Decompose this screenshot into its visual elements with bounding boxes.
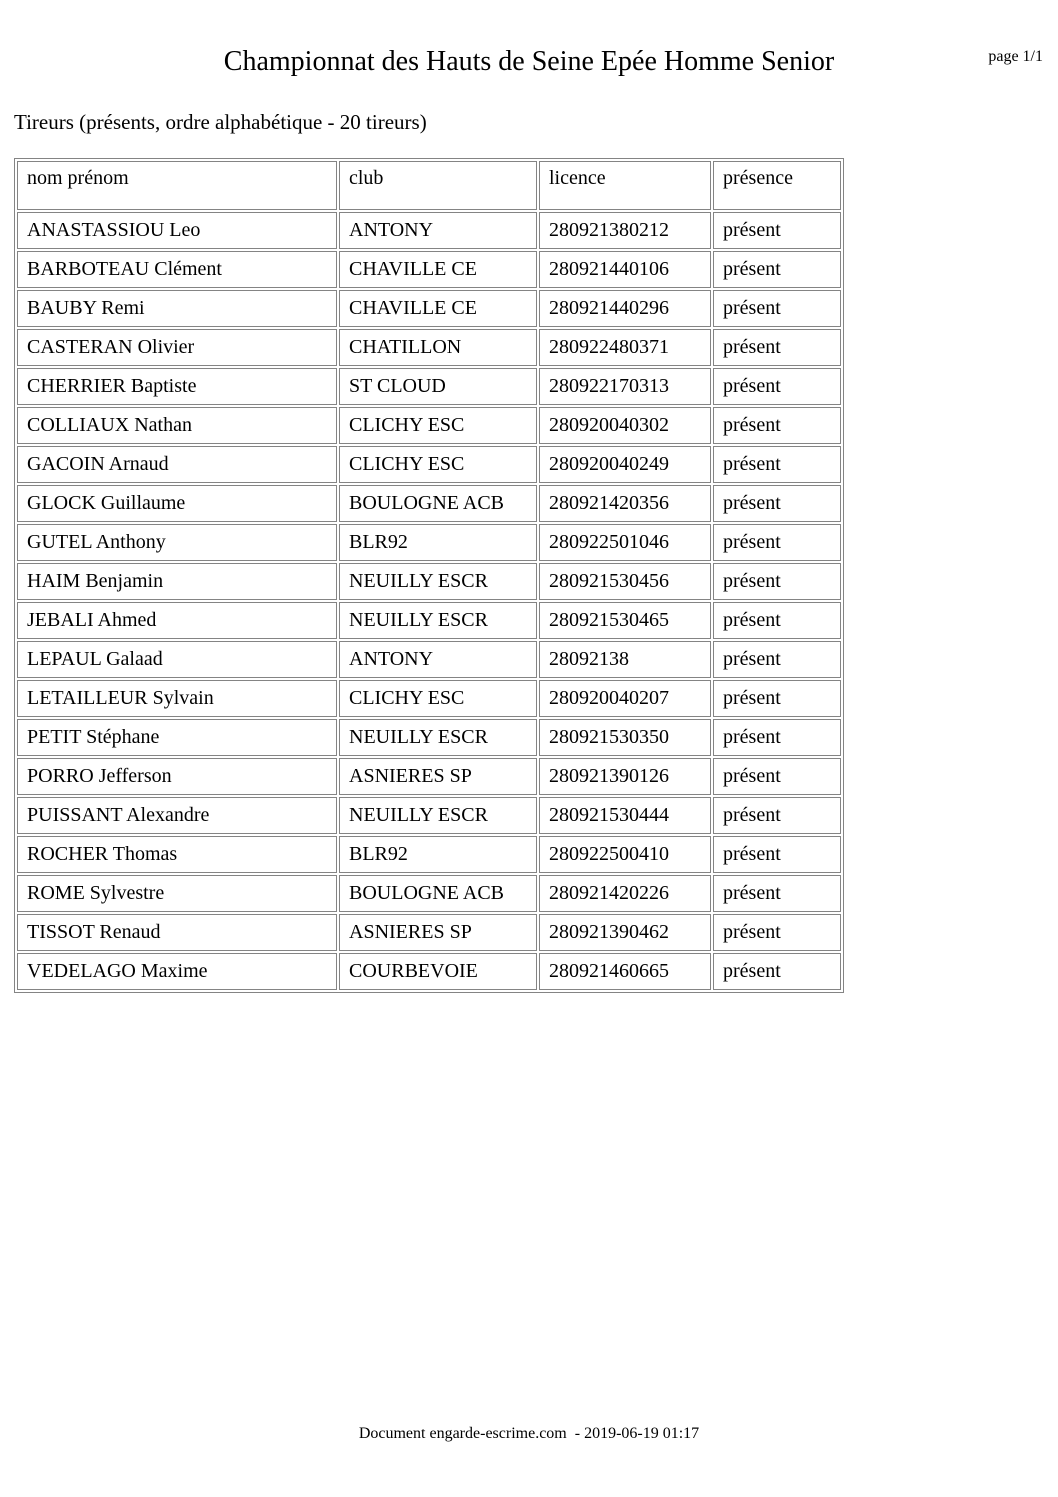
fencer-name-cell: HAIM Benjamin bbox=[17, 563, 337, 600]
club-cell: ASNIERES SP bbox=[339, 914, 537, 951]
licence-cell: 280921390462 bbox=[539, 914, 711, 951]
presence-cell: présent bbox=[713, 368, 841, 405]
licence-cell: 280921530456 bbox=[539, 563, 711, 600]
club-cell: CLICHY ESC bbox=[339, 407, 537, 444]
fencer-name-cell: CASTERAN Olivier bbox=[17, 329, 337, 366]
fencer-name-cell: JEBALI Ahmed bbox=[17, 602, 337, 639]
presence-cell: présent bbox=[713, 641, 841, 678]
licence-cell: 280921380212 bbox=[539, 212, 711, 249]
licence-cell: 28092138 bbox=[539, 641, 711, 678]
column-header-presence: présence bbox=[713, 161, 841, 210]
club-cell: ANTONY bbox=[339, 641, 537, 678]
fencer-name-cell: CHERRIER Baptiste bbox=[17, 368, 337, 405]
fencer-name-cell: LETAILLEUR Sylvain bbox=[17, 680, 337, 717]
licence-cell: 280921530350 bbox=[539, 719, 711, 756]
fencer-name-cell: BAUBY Remi bbox=[17, 290, 337, 327]
header-row bbox=[17, 161, 841, 210]
fencer-name-cell: ANASTASSIOU Leo bbox=[17, 212, 337, 249]
presence-cell: présent bbox=[713, 914, 841, 951]
table-row bbox=[17, 563, 841, 600]
column-header-name: nom prénom bbox=[17, 161, 337, 210]
club-cell: ANTONY bbox=[339, 212, 537, 249]
column-header-club: club bbox=[339, 161, 537, 210]
table-row bbox=[17, 836, 841, 873]
presence-cell: présent bbox=[713, 329, 841, 366]
presence-cell: présent bbox=[713, 251, 841, 288]
licence-cell: 280920040207 bbox=[539, 680, 711, 717]
table-row bbox=[17, 875, 841, 912]
presence-cell: présent bbox=[713, 953, 841, 990]
licence-cell: 280922501046 bbox=[539, 524, 711, 561]
table-row bbox=[17, 797, 841, 834]
club-cell: NEUILLY ESCR bbox=[339, 563, 537, 600]
club-cell: ST CLOUD bbox=[339, 368, 537, 405]
presence-cell: présent bbox=[713, 524, 841, 561]
document-header bbox=[0, 0, 1058, 78]
presence-cell: présent bbox=[713, 407, 841, 444]
fencer-name-cell: GUTEL Anthony bbox=[17, 524, 337, 561]
licence-cell: 280921460665 bbox=[539, 953, 711, 990]
licence-cell: 280921390126 bbox=[539, 758, 711, 795]
page-number-indicator: page 1/1 bbox=[988, 48, 1043, 65]
presence-cell: présent bbox=[713, 719, 841, 756]
table-row bbox=[17, 758, 841, 795]
table-row bbox=[17, 719, 841, 756]
fencers-table-body bbox=[17, 212, 841, 990]
table-row bbox=[17, 251, 841, 288]
table-row bbox=[17, 329, 841, 366]
club-cell: CHATILLON bbox=[339, 329, 537, 366]
club-cell: NEUILLY ESCR bbox=[339, 797, 537, 834]
fencer-name-cell: PORRO Jefferson bbox=[17, 758, 337, 795]
fencers-table-header bbox=[17, 161, 841, 210]
presence-cell: présent bbox=[713, 212, 841, 249]
fencer-name-cell: COLLIAUX Nathan bbox=[17, 407, 337, 444]
fencer-name-cell: PUISSANT Alexandre bbox=[17, 797, 337, 834]
presence-cell: présent bbox=[713, 758, 841, 795]
table-row bbox=[17, 914, 841, 951]
club-cell: NEUILLY ESCR bbox=[339, 719, 537, 756]
licence-cell: 280921530465 bbox=[539, 602, 711, 639]
presence-cell: présent bbox=[713, 836, 841, 873]
licence-cell: 280920040249 bbox=[539, 446, 711, 483]
fencer-name-cell: VEDELAGO Maxime bbox=[17, 953, 337, 990]
fencers-table bbox=[14, 158, 844, 993]
presence-cell: présent bbox=[713, 602, 841, 639]
licence-cell: 280921530444 bbox=[539, 797, 711, 834]
table-row bbox=[17, 368, 841, 405]
club-cell: CHAVILLE CE bbox=[339, 290, 537, 327]
presence-cell: présent bbox=[713, 797, 841, 834]
club-cell: CLICHY ESC bbox=[339, 680, 537, 717]
licence-cell: 280920040302 bbox=[539, 407, 711, 444]
licence-cell: 280921440296 bbox=[539, 290, 711, 327]
presence-cell: présent bbox=[713, 875, 841, 912]
club-cell: CHAVILLE CE bbox=[339, 251, 537, 288]
club-cell: BLR92 bbox=[339, 836, 537, 873]
document-footer: Document engarde-escrime.com - 2019-06-19 01:17 bbox=[358, 1425, 700, 1442]
table-row bbox=[17, 953, 841, 990]
presence-cell: présent bbox=[713, 290, 841, 327]
licence-cell: 280921420226 bbox=[539, 875, 711, 912]
table-row bbox=[17, 446, 841, 483]
club-cell: BOULOGNE ACB bbox=[339, 485, 537, 522]
column-header-licence: licence bbox=[539, 161, 711, 210]
table-row bbox=[17, 290, 841, 327]
fencers-list-subtitle: Tireurs (présents, ordre alphabétique - 20 tireurs) bbox=[14, 110, 427, 134]
table-row bbox=[17, 407, 841, 444]
table-row bbox=[17, 524, 841, 561]
licence-cell: 280922500410 bbox=[539, 836, 711, 873]
club-cell: COURBEVOIE bbox=[339, 953, 537, 990]
fencer-name-cell: ROME Sylvestre bbox=[17, 875, 337, 912]
presence-cell: présent bbox=[713, 485, 841, 522]
fencer-name-cell: ROCHER Thomas bbox=[17, 836, 337, 873]
club-cell: BLR92 bbox=[339, 524, 537, 561]
club-cell: ASNIERES SP bbox=[339, 758, 537, 795]
licence-cell: 280921440106 bbox=[539, 251, 711, 288]
fencer-name-cell: GACOIN Arnaud bbox=[17, 446, 337, 483]
fencer-name-cell: BARBOTEAU Clément bbox=[17, 251, 337, 288]
presence-cell: présent bbox=[713, 446, 841, 483]
fencer-name-cell: PETIT Stéphane bbox=[17, 719, 337, 756]
presence-cell: présent bbox=[713, 680, 841, 717]
table-row bbox=[17, 680, 841, 717]
licence-cell: 280921420356 bbox=[539, 485, 711, 522]
table-row bbox=[17, 602, 841, 639]
presence-cell: présent bbox=[713, 563, 841, 600]
fencer-name-cell: GLOCK Guillaume bbox=[17, 485, 337, 522]
club-cell: NEUILLY ESCR bbox=[339, 602, 537, 639]
table-row bbox=[17, 641, 841, 678]
table-row bbox=[17, 485, 841, 522]
club-cell: CLICHY ESC bbox=[339, 446, 537, 483]
club-cell: BOULOGNE ACB bbox=[339, 875, 537, 912]
page-title: Championnat des Hauts de Seine Epée Homme Senior bbox=[223, 46, 835, 77]
table-row bbox=[17, 212, 841, 249]
licence-cell: 280922170313 bbox=[539, 368, 711, 405]
licence-cell: 280922480371 bbox=[539, 329, 711, 366]
fencer-name-cell: TISSOT Renaud bbox=[17, 914, 337, 951]
fencer-name-cell: LEPAUL Galaad bbox=[17, 641, 337, 678]
